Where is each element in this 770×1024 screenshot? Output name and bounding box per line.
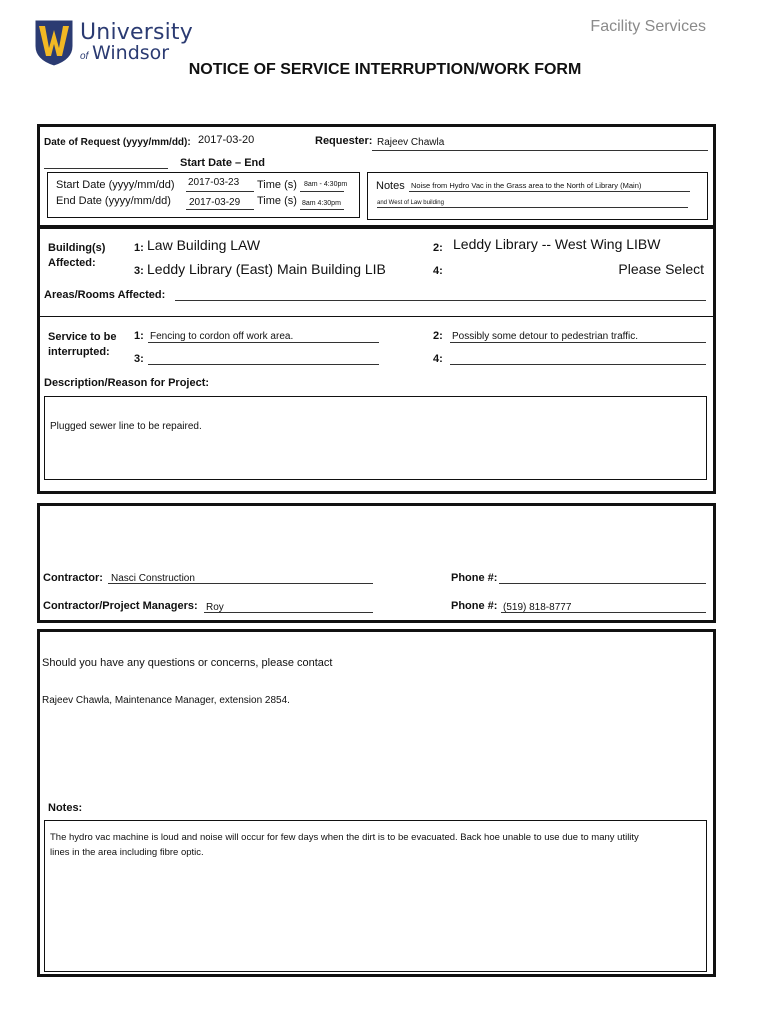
- service-box: [40, 316, 713, 318]
- managers-phone-value[interactable]: (519) 818-8777: [503, 602, 572, 613]
- department-name: Facility Services: [590, 18, 706, 35]
- notes-text-line-1: The hydro vac machine is loud and noise will occur for few days when the dirt is to be evacuated. Back hoe unable to use due to many utility: [50, 832, 639, 843]
- building-2-select[interactable]: Leddy Library -- West Wing LIBW: [453, 236, 661, 252]
- description-label: Description/Reason for Project:: [44, 377, 210, 389]
- building-2-number: 2:: [433, 242, 443, 254]
- end-date-value[interactable]: 2017-03-29: [189, 197, 241, 208]
- managers-underline: [204, 612, 373, 613]
- logo-university-text: University: [80, 20, 193, 45]
- service-4-number: 4:: [433, 353, 443, 365]
- requester-value[interactable]: Rajeev Chawla: [377, 137, 445, 148]
- end-date-label: End Date (yyyy/mm/dd): [56, 195, 171, 207]
- form-title: NOTICE OF SERVICE INTERRUPTION/WORK FORM: [188, 61, 582, 78]
- areas-affected-field[interactable]: [175, 300, 706, 301]
- end-time-label: Time (s): [257, 195, 297, 207]
- start-date-label: Start Date (yyyy/mm/dd): [56, 179, 175, 191]
- date-of-request-value[interactable]: 2017-03-20: [198, 134, 255, 146]
- service-label-2: interrupted:: [48, 346, 110, 358]
- building-4-number: 4:: [433, 265, 443, 277]
- contractor-phone-field[interactable]: [499, 583, 706, 584]
- request-notes-line2[interactable]: and West of Law building: [377, 200, 444, 206]
- requester-label: Requester:: [315, 135, 373, 147]
- buildings-label-2: Affected:: [48, 257, 96, 269]
- request-notes-underline1: [409, 191, 690, 192]
- requester-underline: [372, 150, 708, 151]
- service-2-underline: [450, 342, 706, 343]
- building-1-select[interactable]: Law Building LAW: [147, 237, 261, 253]
- service-2-value[interactable]: Possibly some detour to pedestrian traffic.: [452, 331, 639, 342]
- start-time-label: Time (s): [257, 179, 297, 191]
- service-1-underline: [148, 342, 379, 343]
- contractor-phone-label: Phone #:: [451, 572, 498, 584]
- service-1-number: 1:: [134, 330, 144, 342]
- request-notes-line1[interactable]: Noise from Hydro Vac in the Grass area to the North of Library (Main): [411, 181, 642, 190]
- date-underline: [44, 168, 168, 169]
- building-3-number: 3:: [134, 265, 144, 277]
- contractor-label: Contractor:: [43, 572, 103, 584]
- managers-phone-label: Phone #:: [451, 600, 498, 612]
- service-1-value[interactable]: Fencing to cordon off work area.: [150, 331, 294, 342]
- contractor-value[interactable]: Nasci Construction: [111, 573, 195, 584]
- managers-phone-underline: [501, 612, 706, 613]
- description-text: Plugged sewer line to be repaired.: [50, 421, 202, 432]
- date-of-request-label: Date of Request (yyyy/mm/dd):: [44, 137, 191, 148]
- notes-text-line-2: lines in the area including fibre optic.: [50, 847, 204, 858]
- buildings-label-1: Building(s): [48, 242, 106, 254]
- notes-label: Notes:: [48, 802, 83, 814]
- start-end-title: Start Date – End: [180, 157, 265, 169]
- description-field[interactable]: [44, 396, 707, 480]
- areas-affected-label: Areas/Rooms Affected:: [44, 289, 166, 301]
- managers-label: Contractor/Project Managers:: [43, 600, 198, 612]
- service-3-number: 3:: [134, 353, 144, 365]
- notes-box: [367, 172, 708, 220]
- building-1-number: 1:: [134, 242, 144, 254]
- service-2-number: 2:: [433, 330, 443, 342]
- service-3-field[interactable]: [148, 364, 379, 365]
- start-time-value[interactable]: 8am - 4:30pm: [304, 181, 348, 188]
- request-notes-label: Notes: [376, 180, 405, 192]
- contact-line-2: Rajeev Chawla, Maintenance Manager, extension 2854.: [42, 695, 290, 706]
- building-3-select[interactable]: Leddy Library (East) Main Building LIB: [147, 261, 386, 277]
- start-date-value[interactable]: 2017-03-23: [188, 177, 240, 188]
- end-date-underline: [186, 209, 254, 210]
- managers-value[interactable]: Roy: [206, 602, 224, 613]
- start-time-underline: [300, 191, 344, 192]
- contact-line-1: Should you have any questions or concerns, please contact: [42, 657, 333, 669]
- service-label-1: Service to be: [48, 331, 117, 343]
- service-4-field[interactable]: [450, 364, 706, 365]
- start-date-underline: [186, 191, 254, 192]
- logo-windsor-text: Windsor: [92, 42, 170, 64]
- end-time-value[interactable]: 8am 4:30pm: [302, 200, 341, 207]
- end-time-underline: [300, 209, 344, 210]
- request-notes-underline2: [377, 207, 688, 208]
- building-4-select[interactable]: Please Select: [618, 261, 704, 277]
- logo-of-text: of: [80, 51, 89, 62]
- contractor-underline: [108, 583, 373, 584]
